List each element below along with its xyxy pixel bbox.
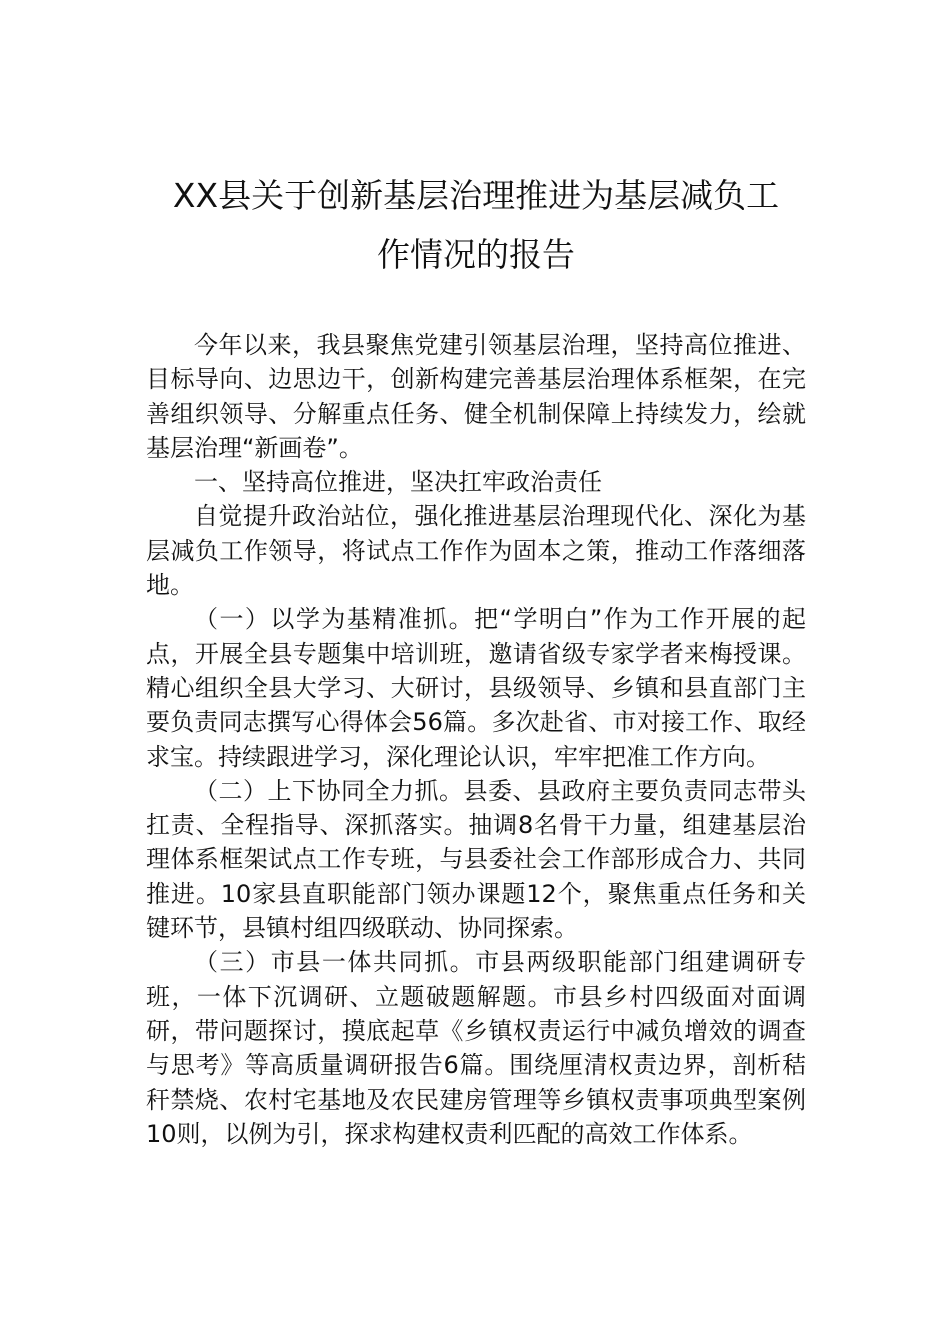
title-line-2: 作情况的报告 [377,235,575,274]
title-line-1: XX县关于创新基层治理推进为基层减负工 [172,176,780,215]
intro-paragraph: 今年以来，我县聚焦党建引领基层治理，坚持高位推进、目标导向、边思边干，创新构建完善基层治理体系框架，在完善组织领导、分解重点任务、健全机制保障上持续发力，绘就基层治理“新画卷”。 [146,331,806,462]
subsection-2-paragraph: （二）上下协同全力抓。县委、县政府主要负责同志带头扛责、全程指导、深抓落实。抽调8名骨干力量，组建基层治理体系框架试点工作专班，与县委社会工作部形成合力、共同推进。10家县直职能部门领办课题12个，聚焦重点任务和关键环节，县镇村组四级联动、协同探索。 [146,776,806,943]
document-title [146,166,806,284]
document-page [146,166,806,1151]
document-body [146,328,806,1151]
subsection-3-paragraph: （三）市县一体共同抓。市县两级职能部门组建调研专班，一体下沉调研、立题破题解题。市县乡村四级面对面调研，带问题探讨，摸底起草《乡镇权责运行中减负增效的调查与思考》等高质量调研报告6篇。围绕厘清权责边界，剖析秸秆禁烧、农村宅基地及农民建房管理等乡镇权责事项典型案例10则，以例为引，探求构建权责利匹配的高效工作体系。 [146,948,806,1148]
section-heading-1: 一、坚持高位推进，坚决扛牢政治责任 [194,468,602,497]
subsection-1-paragraph: （一）以学为基精准抓。把“学明白”作为工作开展的起点，开展全县专题集中培训班，邀请省级专家学者来梅授课。精心组织全县大学习、大研讨，县级领导、乡镇和县直部门主要负责同志撰写心得体会56篇。多次赴省、市对接工作、取经求宝。持续跟进学习，深化理论认识，牢牢把准工作方向。 [146,605,806,771]
section-1-paragraph: 自觉提升政治站位，强化推进基层治理现代化、深化为基层减负工作领导，将试点工作作为固本之策，推动工作落细落地。 [146,502,806,600]
